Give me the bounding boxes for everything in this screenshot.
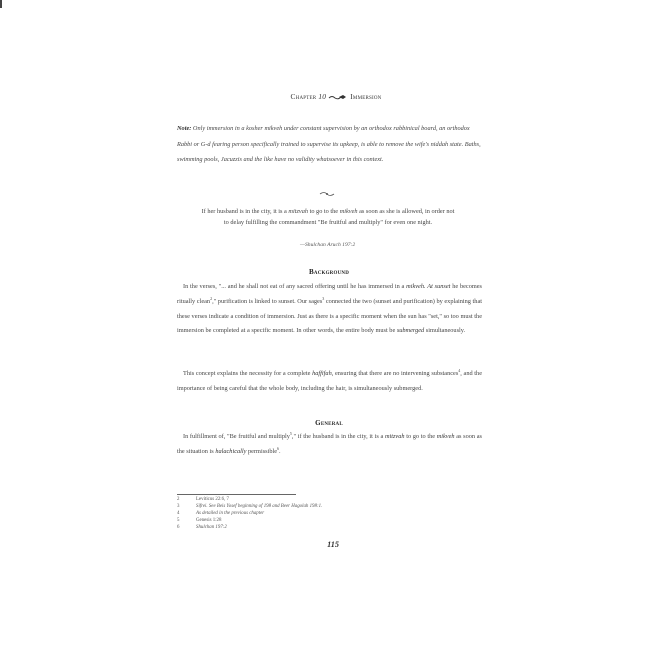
general-heading: General: [315, 419, 343, 427]
note-label: Note:: [177, 125, 192, 132]
footnote-text: As detailed in the previous chapter: [196, 511, 265, 516]
section-divider-ornament-icon: [319, 191, 335, 197]
footnote: [177, 518, 221, 523]
body-term: halachically: [215, 447, 247, 455]
chapter-label: Chapter: [290, 92, 317, 101]
footnote-number: 5: [177, 518, 180, 523]
footnote-number: 3: [177, 504, 180, 509]
footnote-number: 4: [177, 511, 180, 516]
scan-edge-mark: [0, 0, 2, 8]
chapter-number: 10: [318, 92, 327, 101]
body-text: .: [279, 447, 281, 455]
body-term: mikveh. At sunset: [406, 283, 451, 290]
body-term: mikveh: [436, 433, 455, 440]
body-text: In the verses, "... and he shall not eat of any sacred offering until he has immersed in a: [183, 283, 407, 290]
quote-text: to go to the: [308, 208, 340, 215]
body-text: ," if the husband is in the city, it is a: [291, 433, 385, 440]
footnote: [177, 497, 229, 502]
body-text: he becomes ritually clean: [177, 283, 483, 305]
body-text: In fulfillment of, "Be fruitful and multiply: [183, 433, 290, 440]
footnote-text: Genesis 1:28: [196, 518, 222, 523]
body-text: This concept explains the necessity for a complete: [183, 370, 313, 377]
body-text: to go to the: [404, 433, 437, 440]
body-text: permissible: [246, 447, 278, 455]
footnote-text: Sifrei. See Beis Yosef beginning of 198 and Beer Hagolah 198:1.: [196, 504, 323, 509]
footnote: [177, 504, 322, 509]
footnote-ref[interactable]: 2: [210, 295, 213, 301]
quote-term: mikveh: [339, 208, 358, 215]
footnote-ref[interactable]: 4: [458, 367, 461, 373]
body-term: mitzvah: [384, 433, 405, 440]
footnote-ref[interactable]: 3: [322, 295, 325, 301]
background-paragraph-2: [177, 367, 482, 397]
footnote-text: Shulchan 197:2: [196, 525, 227, 530]
footnote-number: 2: [177, 497, 180, 502]
running-header: [276, 92, 396, 101]
footnote: [177, 525, 227, 530]
body-text: as soon as the situation is: [177, 433, 482, 455]
body-text: , and the importance of being careful that the whole body, including the hair, is simultaneously submerged.: [177, 370, 482, 392]
chapter-title: Immersion: [350, 92, 382, 101]
note-text: Only immersion in a kosher mikveh under constant supervision by an orthodox rabbinical board, an orthodox Rabbi or G-d fearing person specifically trained to supervise its upkeep, is able to remove the wife's niddah state. Baths, swimming pools, Jacuzzis and the like have no validity whatsoever in this context.: [177, 125, 481, 164]
body-text: connected the two (sunset and purification) by explaining that these verses indicate a condition of immersion. Just as there is a specific moment when the sun has "set," so too must the immersion be completed at a specific moment. In other words, the entire body must be: [177, 297, 482, 335]
footnote-text: Leviticus 22:6, 7: [196, 497, 230, 502]
quote-attribution: —Shulchan Aruch 197:2: [300, 242, 356, 248]
body-text: ," purification is linked to sunset. Our sages: [212, 297, 323, 305]
body-text: , ensuring that there are no intervening substances: [331, 370, 459, 377]
note-paragraph: [177, 121, 481, 168]
footnote-ref[interactable]: 6: [277, 445, 280, 451]
quote-text: as soon as she is allowed, in order not to delay fulfilling the commandment "Be fruitful and multiply" for even one night.: [223, 208, 455, 226]
footnote-number: 6: [177, 525, 180, 530]
footnote-separator: [177, 494, 296, 495]
scroll-ornament-icon: [328, 94, 348, 101]
body-term: submerged: [396, 327, 425, 335]
quote-term: mitzvah: [288, 208, 309, 215]
general-paragraph-1: [177, 430, 482, 460]
background-heading: Background: [308, 268, 350, 276]
quote-text: If her husband is in the city, it is a: [201, 208, 289, 215]
page-number: 115: [327, 540, 339, 549]
background-paragraph-1: [177, 280, 482, 339]
body-text: simultaneously.: [424, 327, 466, 335]
epigraph-quote: [200, 207, 456, 228]
footnote: [177, 511, 264, 516]
footnote-ref[interactable]: 5: [289, 430, 292, 436]
body-term: haffifah: [312, 370, 332, 377]
